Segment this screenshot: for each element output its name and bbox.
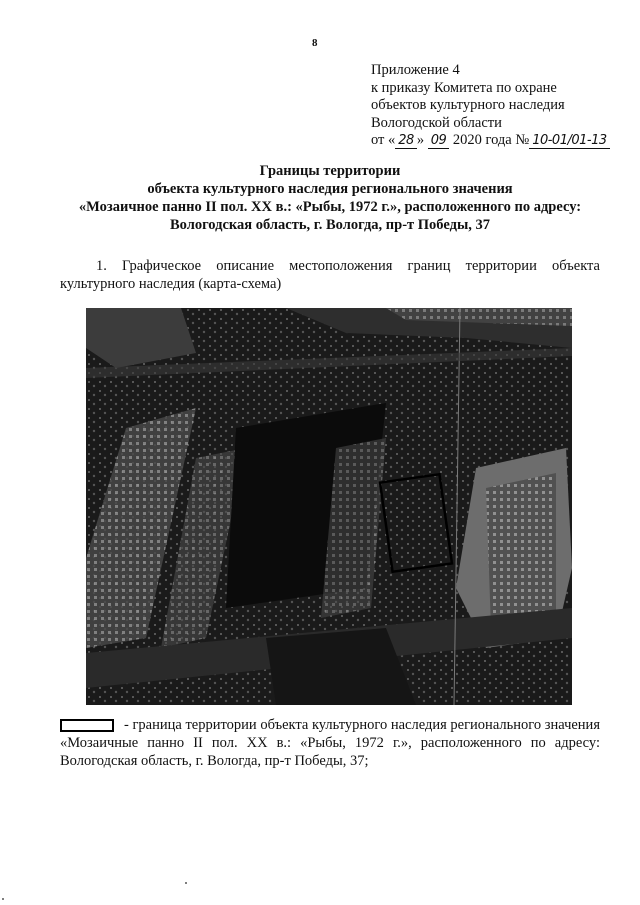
section-1-paragraph: 1. Графическое описание местоположения границ территории объекта культурного наследия (карта-схема): [60, 258, 600, 292]
order-year: 2020 года: [452, 132, 512, 148]
appendix-line-2: к приказу Комитета по охране: [371, 79, 557, 96]
title-line-2: объекта культурного наследия регионального значения: [147, 181, 513, 197]
order-number: 10-01/01-13: [529, 134, 609, 149]
number-sign: №: [515, 132, 530, 148]
order-day: 28: [395, 134, 417, 149]
order-month: 09: [428, 134, 450, 149]
legend-text: - граница территории объекта культурного наследия регионального значения «Мозаичные панно II пол. XX в.: «Рыбы, 1972 г.», расположенного по адресу: Вологодская область, г. Вологда, пр-т Победы, 37;: [60, 717, 600, 769]
date-mid: »: [416, 132, 425, 148]
page-number: 8: [312, 37, 318, 49]
scan-speck: [185, 882, 187, 884]
title-line-3: «Мозаичное панно II пол. XX в.: «Рыбы, 1972 г.», расположенного по адресу:: [78, 199, 582, 215]
title-line-4: Вологодская область, г. Вологда, пр-т Победы, 37: [169, 217, 491, 233]
title-line-1: Границы территории: [259, 163, 401, 179]
document-title: [40, 162, 620, 234]
appendix-line-1: Приложение 4: [371, 62, 460, 78]
scan-speck: [2, 898, 4, 900]
order-date-line: [371, 132, 610, 150]
date-prefix: от «: [371, 132, 396, 148]
legend: [60, 716, 600, 770]
appendix-header: [371, 62, 610, 150]
boundary-legend-symbol: [60, 719, 114, 732]
appendix-line-3: объектов культурного наследия: [371, 97, 565, 113]
map-scheme-image: [86, 308, 572, 705]
appendix-line-4: Вологодской области: [371, 114, 502, 131]
